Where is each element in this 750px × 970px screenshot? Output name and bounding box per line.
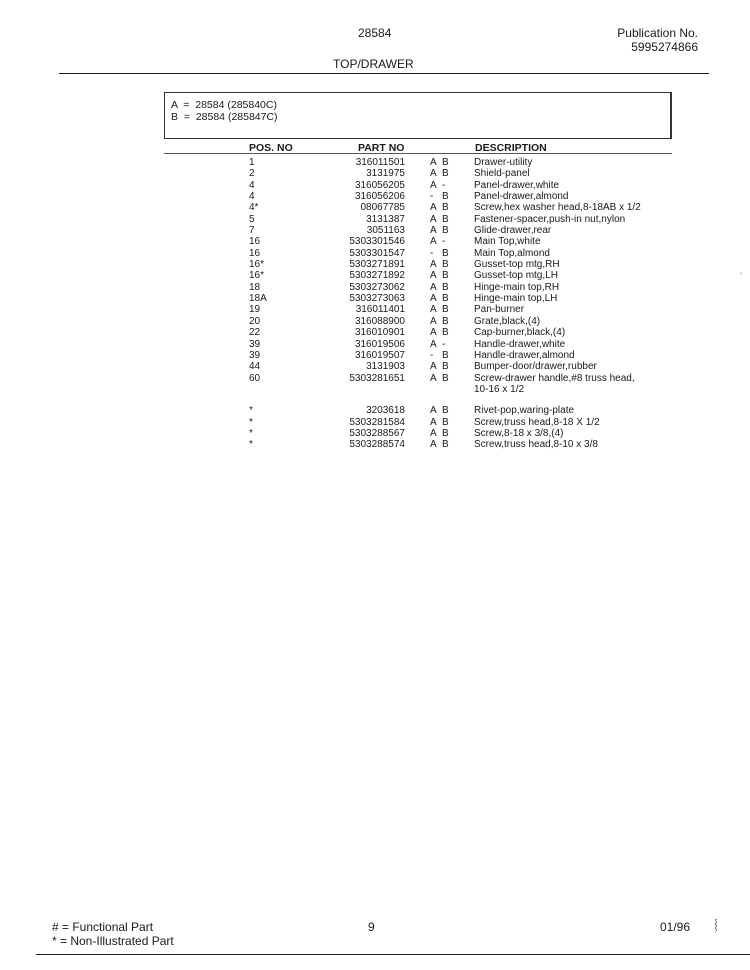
model-number: 28584 [358,26,392,40]
model-b-cell: - [442,236,446,248]
part-number-cell: 5303301546 [349,236,405,248]
table-row [0,180,750,191]
description-cell: Rivet-pop,waring-plate [474,405,575,417]
part-number-cell: 3051163 [366,225,405,237]
legend-non-illustrated: * = Non-Illustrated Part [52,934,174,948]
model-b-cell: B [442,293,449,305]
table-row [0,157,750,168]
model-b-cell: B [442,191,449,203]
description-cell: Gusset-top mtg,LH [474,270,558,282]
model-a-cell: A [430,281,437,293]
model-b-cell: B [442,202,449,214]
scan-mark-icon: ⸾ [714,919,718,931]
part-number-cell: 316019507 [354,349,405,361]
model-b-cell: B [442,168,449,180]
part-number-cell: 5303281584 [349,416,405,428]
pos-cell: 39 [249,338,261,350]
description-cell: Gusset-top mtg,RH [474,259,560,271]
header-rule [164,153,672,154]
model-a-cell: A [430,427,437,439]
model-a-cell: A [430,293,437,305]
part-number-cell: 5303273063 [349,293,405,305]
model-b-cell: B [442,304,449,316]
description-cell: Grate,black,(4) [474,315,541,327]
pos-cell: 18A [249,293,267,305]
model-b-cell: - [442,338,446,350]
table-row [0,417,750,428]
table-row [0,439,750,450]
column-header-part: PART NO [358,142,405,154]
legend-functional: # = Functional Part [52,920,154,934]
pos-cell: * [249,439,253,451]
description-cell: Glide-drawer,rear [474,225,552,237]
part-number-cell: 5303288567 [349,427,405,439]
table-row [0,316,750,327]
description-cell: Fastener-spacer,push-in nut,nylon [474,213,626,225]
pos-cell: 39 [249,349,261,361]
part-number-cell: 3131387 [366,213,405,225]
parts-table [0,157,750,451]
model-a-cell: A [430,361,437,373]
pos-cell: 4 [249,179,255,191]
table-row [0,282,750,293]
part-number-cell: 316011501 [355,157,405,168]
model-b-cell: B [442,405,449,417]
table-row [0,259,750,270]
table-row [0,293,750,304]
description-cell: Pan-burner [474,304,525,316]
model-b-cell: B [442,327,449,339]
column-header-pos: POS. NO [249,142,293,154]
description-cell: Main Top,almond [474,247,550,259]
table-row [0,428,750,439]
pos-cell: 44 [249,361,261,373]
table-row [0,225,750,236]
model-legend-a [171,99,670,111]
model-a-cell: A [430,327,437,339]
description-cell: Main Top,white [474,236,541,248]
edge-mark-icon: ʼ [740,272,743,283]
model-b-cell: B [442,270,449,282]
pos-cell: 4* [249,202,259,214]
pos-cell: 19 [249,304,261,316]
pos-cell: 16 [249,247,261,259]
model-a-cell: A [430,179,437,191]
description-cell: Bumper-door/drawer,rubber [474,361,597,373]
pos-cell: 18 [249,281,261,293]
bottom-rule [36,954,750,955]
pos-cell: 20 [249,315,261,327]
table-row [0,339,750,350]
table-row [0,304,750,315]
model-legend-box [164,92,672,139]
model-eq-b: = [180,111,193,123]
pos-cell: * [249,416,253,428]
model-a-cell: A [430,304,437,316]
description-cell: Handle-drawer,white [474,338,566,350]
column-header-desc: DESCRIPTION [475,142,547,154]
top-rule [59,73,709,74]
table-row [0,168,750,179]
table-row [0,202,750,213]
model-a-cell: A [430,168,437,180]
table-row [0,236,750,247]
description-cell: Hinge-main top,LH [474,293,558,305]
model-b-cell: B [442,157,449,168]
model-a-cell: A [430,315,437,327]
model-b-cell: B [442,439,449,451]
description-cell: Panel-drawer,white [474,179,560,191]
model-a-cell: - [430,247,434,259]
description-cell: Shield-panel [474,168,530,180]
model-a-cell: A [430,157,437,168]
pos-cell: * [249,427,253,439]
pos-cell: 2 [249,168,255,180]
model-b-cell: B [442,247,449,259]
part-number-cell: 08067785 [360,202,405,214]
model-a-cell: A [430,202,437,214]
model-a-cell: A [430,225,437,237]
description-cell: Screw,8-18 x 3/8,(4) [474,427,564,439]
model-b-cell: B [442,281,449,293]
part-number-cell: 5303301547 [349,247,405,259]
model-a-cell: A [430,372,437,384]
model-a-cell: A [430,439,437,451]
part-number-cell: 316019506 [354,338,405,350]
page-number: 9 [368,920,375,934]
model-a-cell: A [430,338,437,350]
table-row [0,373,750,384]
part-number-cell: 316010901 [354,327,405,339]
pos-cell: 4 [249,191,255,203]
pos-cell: 1 [249,157,255,168]
model-a-cell: - [430,349,434,361]
table-row [0,248,750,259]
part-number-cell: 3131903 [366,361,405,373]
pos-cell: 22 [249,327,261,339]
model-a-cell: A [430,405,437,417]
part-number-cell: 5303281651 [349,372,405,384]
model-a-cell: A [430,213,437,225]
model-b-cell: B [442,213,449,225]
model-a-cell: A [430,416,437,428]
table-row [0,405,750,416]
part-number-cell: 316056206 [354,191,405,203]
part-number-cell: 316088900 [354,315,405,327]
model-b-cell: B [442,427,449,439]
description-cell: Handle-drawer,almond [474,349,575,361]
publication-block [617,26,698,54]
table-row [0,361,750,372]
table-row [0,191,750,202]
model-b-cell: B [442,372,449,384]
table-row [0,384,750,395]
section-title: TOP/DRAWER [333,57,414,71]
model-b-cell: - [442,179,446,191]
description-cell: Screw,hex washer head,8-18AB x 1/2 [474,202,641,214]
model-b-cell: B [442,361,449,373]
description-cell: Drawer-utility [474,157,533,168]
table-row [0,350,750,361]
pos-cell: 60 [249,372,261,384]
description-cell: Panel-drawer,almond [474,191,569,203]
description-cell: Screw,truss head,8-18 X 1/2 [474,416,600,428]
model-legend-b [171,111,670,123]
model-a-cell: A [430,236,437,248]
part-number-cell: 5303271891 [349,259,405,271]
pos-cell: 16* [249,259,265,271]
description-cell: Screw,truss head,8-10 x 3/8 [474,439,598,451]
model-a-cell: A [430,259,437,271]
part-number-cell: 5303271892 [349,270,405,282]
part-number-cell: 5303288574 [349,439,405,451]
pos-cell: 7 [249,225,255,237]
table-row [0,214,750,225]
part-number-cell: 316056205 [354,179,405,191]
publication-date: 01/96 [660,920,691,934]
model-a-cell: - [430,191,434,203]
model-text-a: 28584 (285840C) [195,99,277,111]
part-number-cell: 5303273062 [349,281,405,293]
model-b-cell: B [442,225,449,237]
model-eq-a: = [180,99,193,111]
pos-cell: 5 [249,213,255,225]
pos-cell: 16* [249,270,265,282]
description-cell: 10-16 x 1/2 [474,383,525,395]
model-b-cell: B [442,315,449,327]
model-text-b: 28584 (285847C) [195,111,278,123]
model-b-cell: B [442,259,449,271]
publication-label: Publication No. [617,26,698,40]
footer-legend [52,920,174,948]
description-cell: Screw-drawer handle,#8 truss head, [474,372,635,384]
part-number-cell: 316011401 [355,304,405,316]
model-b-cell: B [442,416,449,428]
part-number-cell: 3131975 [366,168,405,180]
table-row [0,327,750,338]
table-row [0,270,750,281]
part-number-cell: 3203618 [366,405,405,417]
model-b-cell: B [442,349,449,361]
pos-cell: * [249,405,253,417]
model-a-cell: A [430,270,437,282]
description-cell: Hinge-main top,RH [474,281,560,293]
model-code-b: B [171,111,179,123]
publication-number: 5995274866 [631,40,698,54]
model-code-a: A [171,99,178,111]
description-cell: Cap-burner,black,(4) [474,327,566,339]
pos-cell: 16 [249,236,261,248]
